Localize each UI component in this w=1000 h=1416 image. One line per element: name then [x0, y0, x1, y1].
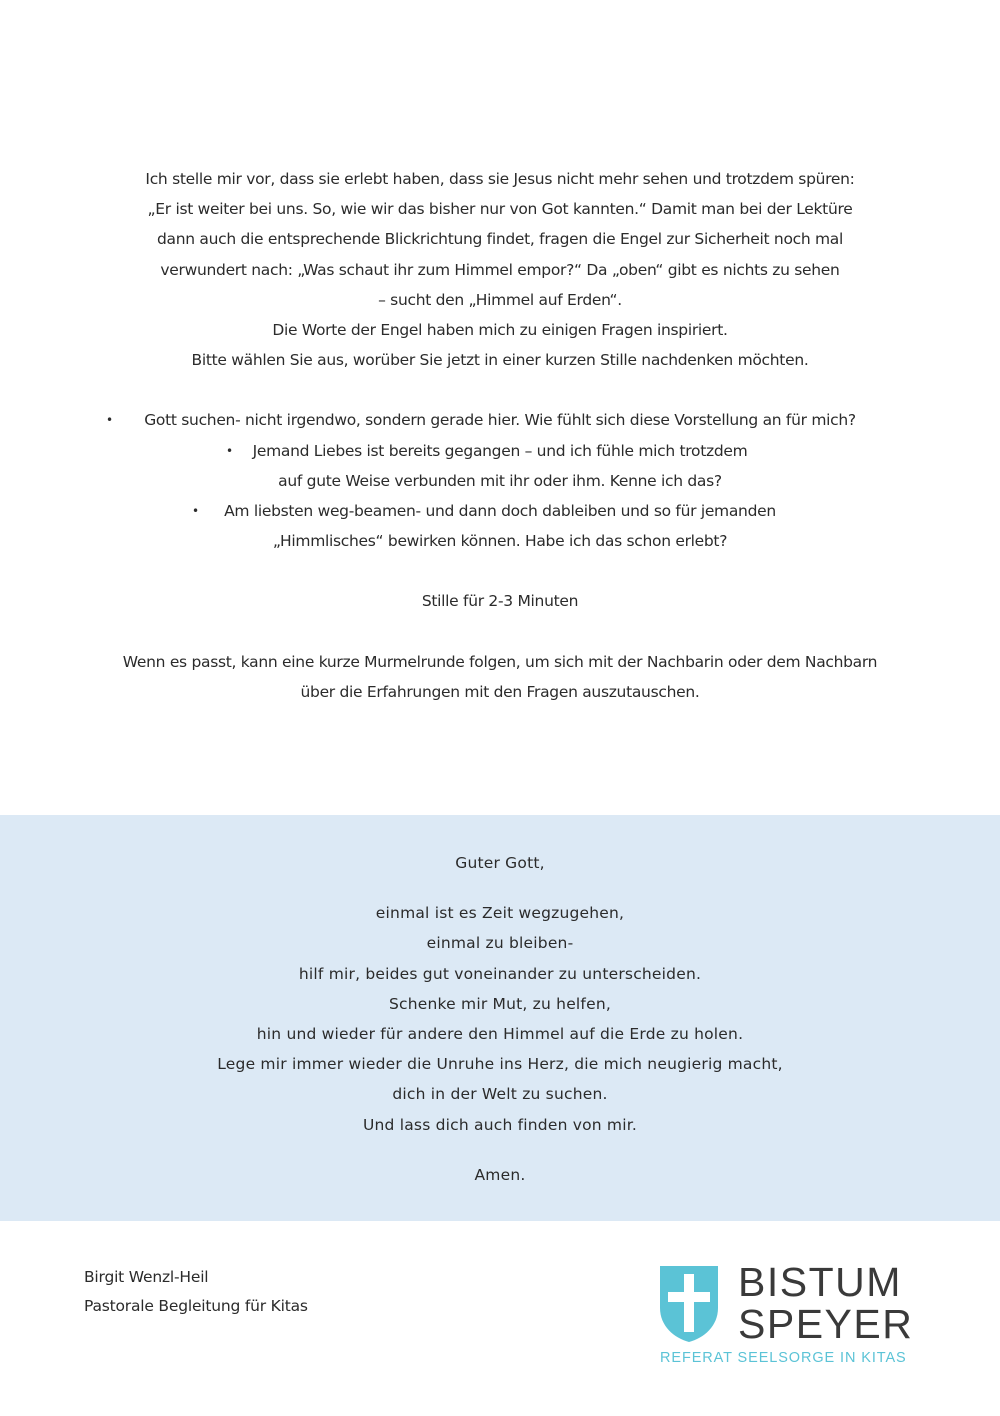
prayer-line: hilf mir, beides gut voneinander zu unterscheiden.	[298, 964, 702, 983]
logo-subtitle: REFERAT SEELSORGE IN KITAS	[660, 1350, 907, 1366]
question-list	[60, 405, 940, 556]
bullet-icon: •	[192, 504, 199, 519]
intro-line: Die Worte der Engel haben mich zu einigen Fragen inspiriert.	[272, 321, 728, 340]
murmel-line: über die Erfahrungen mit den Fragen auszutauschen.	[300, 682, 700, 701]
list-item	[60, 405, 940, 435]
prayer	[0, 848, 1000, 1190]
intro-line: – sucht den „Himmel auf Erden“.	[378, 290, 622, 309]
logo-word-speyer: SPEYER	[738, 1301, 914, 1347]
reflection-text	[60, 164, 940, 707]
author-name: Birgit Wenzl-Heil	[84, 1268, 209, 1286]
list-item	[60, 436, 940, 466]
list-item	[60, 496, 940, 526]
shield-cross-icon	[658, 1264, 720, 1344]
prayer-line: Schenke mir Mut, zu helfen,	[389, 994, 611, 1013]
logo-word-bistum: BISTUM	[738, 1259, 902, 1305]
intro-line: verwundert nach: „Was schaut ihr zum Himmel empor?“ Da „oben“ gibt es nichts zu sehen	[160, 260, 840, 279]
silence-note: Stille für 2-3 Minuten	[421, 592, 579, 611]
prayer-line: einmal zu bleiben-	[426, 934, 574, 953]
bullet-icon: •	[226, 443, 233, 458]
intro-line: Bitte wählen Sie aus, worüber Sie jetzt in einer kurzen Stille nachdenken möchten.	[191, 351, 809, 370]
murmel-line: Wenn es passt, kann eine kurze Murmelrunde folgen, um sich mit der Nachbarin oder dem Nachbarn	[122, 652, 878, 671]
author-block	[84, 1263, 308, 1321]
prayer-line: einmal ist es Zeit wegzugehen,	[375, 904, 625, 923]
list-item-text: auf gute Weise verbunden mit ihr oder ihm. Kenne ich das?	[278, 471, 722, 490]
prayer-greeting: Guter Gott,	[455, 854, 545, 872]
prayer-amen: Amen.	[474, 1165, 526, 1184]
list-item-text: Gott suchen- nicht irgendwo, sondern gerade hier. Wie fühlt sich diese Vorstellung an für mich?	[144, 411, 856, 430]
list-item-text: Jemand Liebes ist bereits gegangen – und ich fühle mich trotzdem	[252, 441, 748, 460]
bistum-speyer-logo	[656, 1259, 936, 1372]
author-role: Pastorale Begleitung für Kitas	[84, 1297, 308, 1315]
intro-line: „Er ist weiter bei uns. So, wie wir das bisher nur von Got kannten.“ Damit man bei der Lektüre	[147, 200, 853, 219]
intro-line: dann auch die entsprechende Blickrichtung findet, fragen die Engel zur Sicherheit noch mal	[156, 230, 844, 249]
list-item-text: Am liebsten weg-beamen- und dann doch dableiben und so für jemanden	[224, 502, 776, 521]
prayer-line: dich in der Welt zu suchen.	[392, 1085, 608, 1104]
prayer-line: Und lass dich auch finden von mir.	[362, 1115, 638, 1134]
intro-line: Ich stelle mir vor, dass sie erlebt haben, dass sie Jesus nicht mehr sehen und trotzdem spüren:	[145, 170, 855, 188]
bullet-icon: •	[106, 413, 113, 428]
list-item-text: „Himmlisches“ bewirken können. Habe ich das schon erlebt?	[272, 532, 728, 551]
prayer-line: hin und wieder für andere den Himmel auf die Erde zu holen.	[256, 1025, 744, 1044]
prayer-line: Lege mir immer wieder die Unruhe ins Herz, die mich neugierig macht,	[217, 1055, 783, 1074]
